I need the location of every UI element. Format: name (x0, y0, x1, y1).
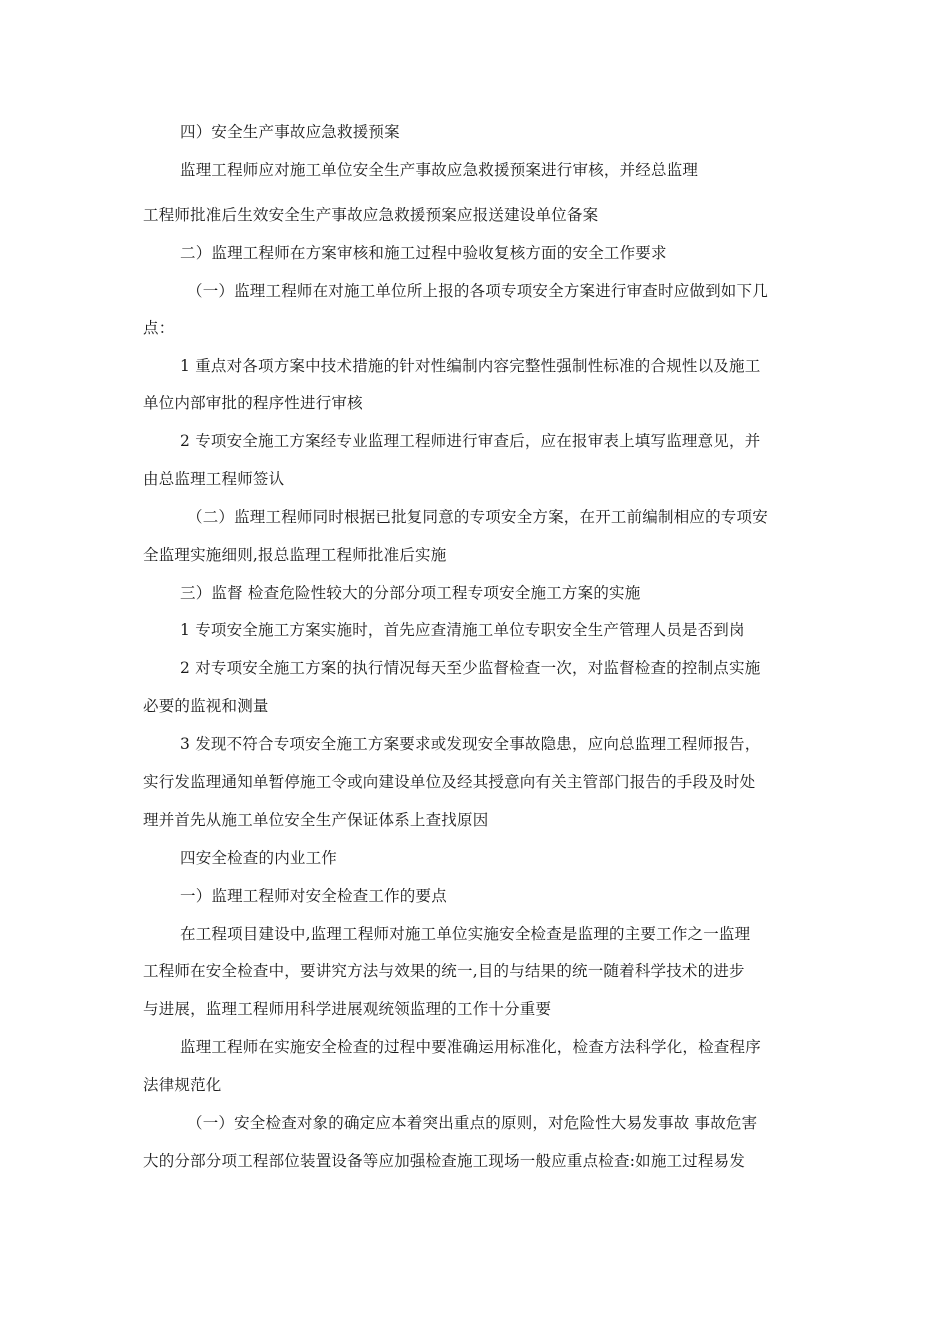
list-item-line: 2 专项安全施工方案经专业监理工程师进行审查后，应在报审表上填写监理意见，并 (180, 432, 761, 450)
list-item-line: 必要的监视和测量 (143, 697, 269, 715)
paragraph-line: 工程师批准后生效安全生产事故应急救援预案应报送建设单位备案 (143, 206, 599, 224)
list-item-line: 1 重点对各项方案中技术措施的针对性编制内容完整性强制性标准的合规性以及施工 (180, 357, 761, 375)
paragraph-line: 全监理实施细则,报总监理工程师批准后实施 (143, 546, 447, 564)
paragraph-line: 监理工程师在实施安全检查的过程中要准确运用标准化，检查方法科学化，检查程序 (180, 1038, 761, 1056)
list-item-line: 单位内部审批的程序性进行审核 (143, 394, 363, 412)
paragraph-line: （一）监理工程师在对施工单位所上报的各项专项安全方案进行审查时应做到如下几 (187, 282, 768, 300)
section-heading-emergency-plan: 四）安全生产事故应急救援预案 (180, 123, 400, 141)
list-item-line: 1 专项安全施工方案实施时，首先应查清施工单位专职安全生产管理人员是否到岗 (180, 621, 745, 639)
paragraph-line: 与进展，监理工程师用科学进展观统领监理的工作十分重要 (143, 1000, 552, 1018)
paragraph-line: （二）监理工程师同时根据已批复同意的专项安全方案，在开工前编制相应的专项安 (187, 508, 768, 526)
paragraph-line: 大的分部分项工程部位装置设备等应加强检查施工现场一般应重点检查:如施工过程易发 (143, 1152, 746, 1170)
section-heading-supervision: 三）监督 检查危险性较大的分部分项工程专项安全施工方案的实施 (180, 584, 641, 602)
list-item-line: 由总监理工程师签认 (143, 470, 285, 488)
section-heading-inspection-points: 一）监理工程师对安全检查工作的要点 (180, 887, 447, 905)
paragraph-line: （一）安全检查对象的确定应本着突出重点的原则，对危险性大易发事故 事故危害 (187, 1114, 758, 1132)
list-item-line: 实行发监理通知单暂停施工令或向建设单位及经其授意向有关主管部门报告的手段及时处 (143, 773, 756, 791)
section-heading-review-requirements: 二）监理工程师在方案审核和施工过程中验收复核方面的安全工作要求 (180, 244, 667, 262)
paragraph-line: 法律规范化 (143, 1076, 222, 1094)
section-heading-internal-work: 四安全检查的内业工作 (180, 849, 338, 867)
paragraph-line: 监理工程师应对施工单位安全生产事故应急救援预案进行审核，并经总监理 (180, 161, 699, 179)
list-item-line: 2 对专项安全施工方案的执行情况每天至少监督检查一次，对监督检查的控制点实施 (180, 659, 761, 677)
paragraph-line: 点： (143, 319, 175, 337)
list-item-line: 3 发现不符合专项安全施工方案要求或发现安全事故隐患，应向总监理工程师报告， (180, 735, 761, 753)
paragraph-line: 在工程项目建设中,监理工程师对施工单位实施安全检查是监理的主要工作之一监理 (180, 925, 751, 943)
paragraph-line: 工程师在安全检查中，要讲究方法与效果的统一,目的与结果的统一随着科学技术的进步 (143, 962, 745, 980)
list-item-line: 理并首先从施工单位安全生产保证体系上查找原因 (143, 811, 489, 829)
